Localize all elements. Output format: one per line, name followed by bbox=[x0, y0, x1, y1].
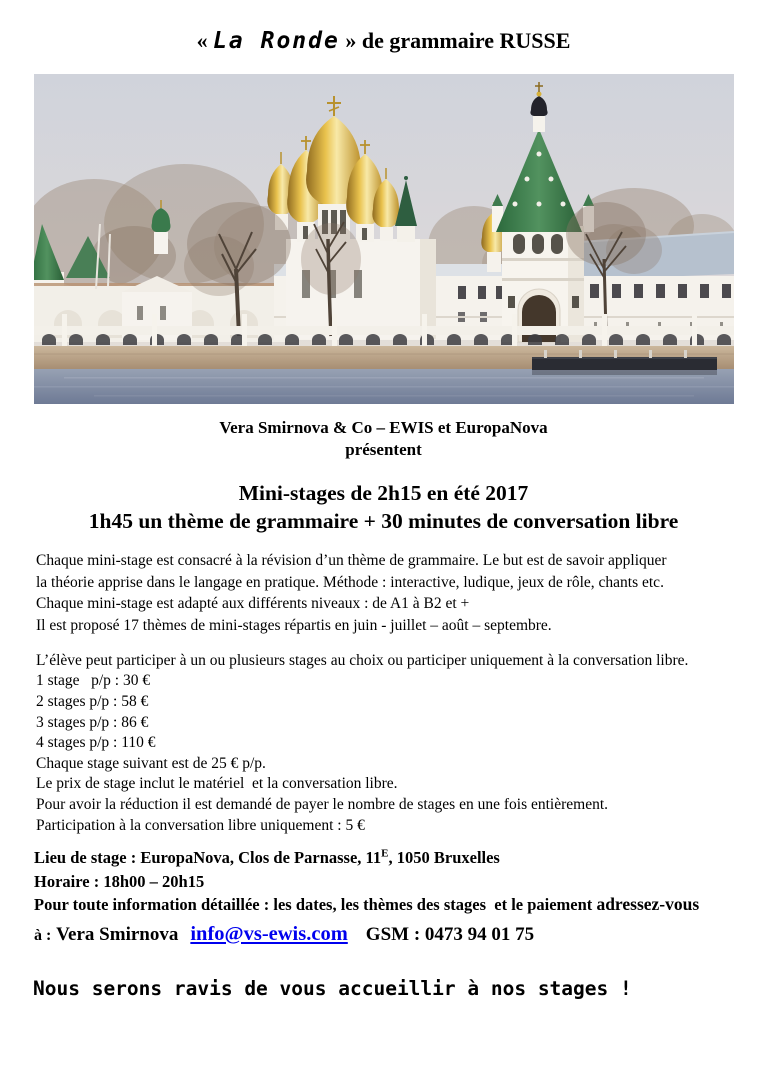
price-line: 4 stages p/p : 110 € bbox=[36, 734, 156, 752]
heading-line: Mini-stages de 2h15 en été 2017 bbox=[238, 481, 529, 505]
intro-paragraph bbox=[36, 550, 747, 637]
schedule-line: Horaire : 18h00 – 20h15 bbox=[34, 871, 205, 891]
title-script-text: La Ronde bbox=[213, 28, 340, 54]
page-title bbox=[0, 26, 767, 56]
offer-line: Chaque stage suivant est de 25 € p/p. bbox=[36, 754, 266, 772]
intro-line: la théorie apprise dans le langage en pratique. Méthode : interactive, ludique, jeux de rôle, chants etc. bbox=[36, 573, 664, 591]
location-line bbox=[34, 846, 747, 870]
details-block bbox=[34, 846, 747, 957]
intro-line: Chaque mini-stage est adapté aux différents niveaux : de A1 à B2 et + bbox=[36, 595, 470, 613]
presenter-line: présentent bbox=[345, 439, 422, 459]
info-emphasis: adressez-vous bbox=[596, 894, 700, 915]
location-text: Lieu de stage : EuropaNova, Clos de Parnasse, 11 bbox=[34, 848, 382, 868]
offer-line: Le prix de stage inclut le matériel et la conversation libre. bbox=[36, 775, 398, 793]
intro-line: Il est proposé 17 thèmes de mini-stages répartis en juin - juillet – août – septembre. bbox=[36, 617, 552, 635]
title-quote-open: « bbox=[196, 28, 214, 53]
contact-name: Vera Smirnova bbox=[51, 923, 179, 945]
monastery-photo bbox=[34, 74, 734, 404]
location-superscript: E bbox=[381, 847, 389, 860]
location-text-suffix: , 1050 Bruxelles bbox=[388, 848, 500, 868]
title-rest: de grammaire RUSSE bbox=[356, 28, 571, 53]
price-line: 1 stage p/p : 30 € bbox=[36, 672, 151, 690]
main-heading bbox=[0, 479, 767, 535]
info-text: Pour toute information détaillée : les dates, les thèmes des stages et le paiement bbox=[34, 895, 597, 915]
email-link[interactable]: info@vs-ewis.com bbox=[190, 922, 348, 945]
offer-line: Pour avoir la réduction il est demandé de payer le nombre de stages en une fois entièrement. bbox=[36, 795, 609, 813]
contact-line bbox=[34, 923, 747, 957]
presenter-line: Vera Smirnova & Co – EWIS et EuropaNova bbox=[219, 418, 548, 437]
pricing-block bbox=[36, 651, 747, 836]
footer-slogan: Nous serons ravis de vous accueillir à nos stages ! bbox=[33, 976, 632, 1000]
contact-prefix: à : bbox=[34, 926, 52, 944]
offer-line: Participation à la conversation libre uniquement : 5 € bbox=[36, 816, 365, 834]
intro-line: Chaque mini-stage est consacré à la révision d’un thème de grammaire. Le but est de savoir appliquer bbox=[36, 552, 667, 569]
heading-line: 1h45 un thème de grammaire + 30 minutes de conversation libre bbox=[88, 509, 679, 533]
offer-line: L’élève peut participer à un ou plusieurs stages au choix ou participer uniquement à la conversation libre. bbox=[36, 651, 689, 669]
info-line bbox=[34, 893, 747, 917]
gsm-number: GSM : 0473 94 01 75 bbox=[365, 923, 535, 945]
presenter-block bbox=[0, 417, 767, 460]
title-quote-close: » bbox=[339, 28, 357, 53]
price-line: 3 stages p/p : 86 € bbox=[36, 713, 149, 731]
price-line: 2 stages p/p : 58 € bbox=[36, 693, 149, 710]
